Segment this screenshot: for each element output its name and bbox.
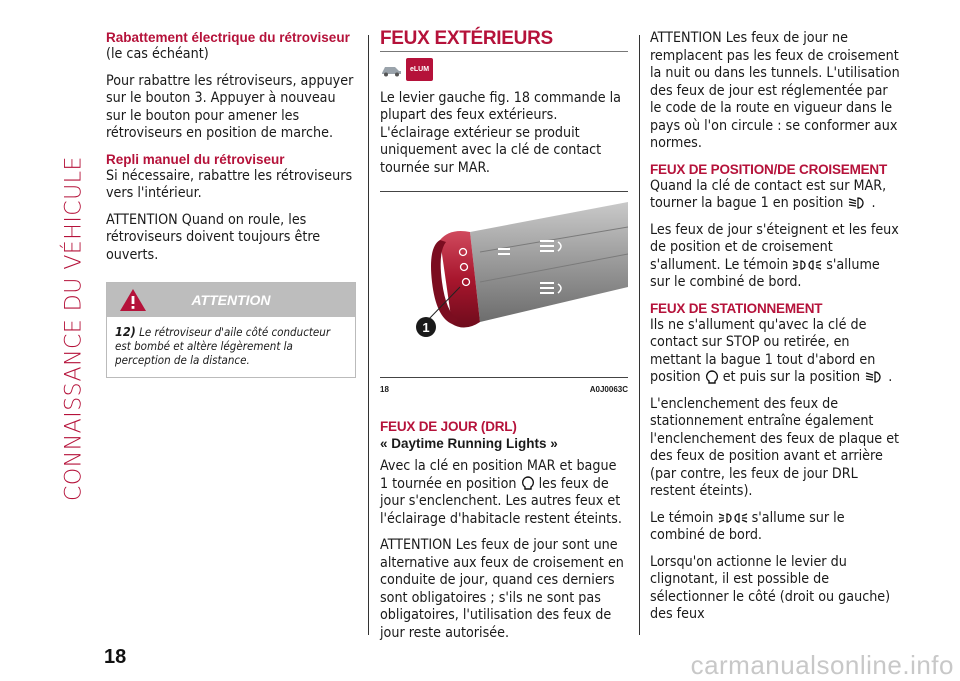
bulb-icon — [705, 370, 719, 385]
light-stalk-illustration — [380, 192, 628, 377]
parking-text-a: Ils ne s'allument qu'avec la clé de contact sur STOP ou retirée, en mettant la bague 1 tout d'abord en position — [650, 316, 876, 385]
paragraph-drl-not-replace: ATTENTION Les feux de jour ne remplacent pas les feux de croisement la nuit ou dans les tunnels. L'utilisation des feux de jour est réglementée par le code de la route en vigueur dans le pays où l'on circule : se conformer aux normes. — [650, 30, 900, 151]
feature-icons — [380, 58, 628, 82]
figure-code: A0J0063C — [589, 385, 628, 394]
heading-position-dipped-beam: FEUX DE POSITION/DE CROISEMENT — [650, 161, 888, 177]
pos-text-a: Quand la clé de contact est sur MAR, tourner la bague 1 en position — [650, 177, 887, 211]
column-2 — [380, 30, 628, 651]
warning-body — [107, 317, 355, 377]
dipped-beam-icon — [864, 370, 884, 384]
subheading-daytime-running-lights: « Daytime Running Lights » — [380, 435, 558, 451]
pos-text-b: . — [871, 195, 876, 211]
paragraph-parking-indicator — [650, 510, 900, 545]
column-1 — [106, 30, 356, 378]
warning-number: 12) — [115, 324, 136, 339]
site-watermark: carmanualsonline.info — [690, 650, 954, 680]
indicator-text-b: s'allume sur le combiné de bord. — [650, 256, 880, 290]
heading-parking-lights: FEUX DE STATIONNEMENT — [650, 300, 823, 316]
paragraph-turn-signal: Lorsqu'on actionne le levier du clignotant, il est possible de sélectionner le côté (droit ou gauche) des feux — [650, 553, 891, 622]
drl-text-b: les feux de jour s'enclenchent. Les autres feux et l'éclairage d'habitacle restent éteints. — [380, 475, 622, 527]
parking-text-b: et puis sur la position — [722, 369, 861, 385]
paragraph-left-stalk: Le levier gauche fig. 18 commande la plupart des feux extérieurs. L'éclairage extérieur se produit uniquement avec la clé de contact tournée sur MAR. — [380, 89, 621, 176]
parking-indicator-text-b: s'allume sur le combiné de bord. — [650, 509, 845, 543]
drl-text-a: Avec la clé en position MAR et bague 1 tournée en position — [380, 458, 617, 492]
paragraph-drl-attention: ATTENTION Les feux de jour sont une alternative aux feux de croisement en conduite de jour, quand ces derniers sont obligatoires ; s'ils ne sont pas obligatoires, l'utilisation des feux de jour reste autorisée. — [380, 537, 624, 641]
column-divider-2 — [639, 35, 640, 635]
paragraph-fold-inward: Si nécessaire, rabattre les rétroviseurs vers l'intérieur. — [106, 167, 353, 201]
position-lights-icon — [792, 258, 822, 272]
paragraph-position-indicator — [650, 222, 900, 292]
section-title-text: CONNAISSANCE DU VÉHICULE — [61, 156, 87, 501]
warning-text: Le rétroviseur d'aile côté conducteur est bombé et altère légèrement la perception de la distance. — [115, 325, 331, 367]
bulb-icon — [521, 476, 535, 491]
warning-box — [106, 282, 356, 378]
figure-caption — [380, 381, 628, 399]
paragraph-fold-mirrors: Pour rabattre les rétroviseurs, appuyer sur le bouton 3. Appuyer à nouveau sur le bouton pour amener les rétroviseurs en position de marche. — [106, 72, 354, 141]
dipped-beam-icon — [847, 196, 867, 210]
heading-electric-mirror-fold: Rabattement électrique du rétroviseur — [106, 30, 350, 45]
warning-label: ATTENTION — [191, 292, 271, 308]
column-divider-1 — [368, 35, 369, 635]
heading-manual-mirror-fold: Repli manuel du rétroviseur — [106, 151, 285, 167]
paragraph-drl-activation — [380, 458, 628, 528]
sidebar-section-title — [52, 20, 92, 640]
car-headlight-icon — [380, 63, 402, 77]
indicator-text-a: Les feux de jour s'éteignent et les feux de position et de croisement s'allument. Le témoin — [650, 221, 899, 273]
paragraph-position-activation — [650, 178, 900, 213]
paragraph-mirror-attention: ATTENTION Quand on roule, les rétroviseurs doivent toujours être ouverts. — [106, 211, 321, 263]
paragraph-parking-activation — [650, 317, 900, 387]
parking-indicator-text-a: Le témoin — [650, 509, 714, 526]
warning-header — [107, 283, 355, 317]
heading-drl: FEUX DE JOUR (DRL) — [380, 418, 517, 434]
figure-number: 18 — [380, 385, 389, 394]
paragraph-parking-effects: L'enclenchement des feux de stationnement entraîne également l'enclenchement des feux de plaque et des feux de position avant et arrière (par contre, les feux de jour DRL restent éteints). — [650, 395, 900, 499]
elum-badge: eLUM — [406, 58, 433, 82]
page-number: 18 — [104, 646, 127, 668]
figure-light-stalk — [380, 191, 628, 378]
section-title-exterior-lights: FEUX EXTÉRIEURS — [380, 30, 628, 52]
parking-text-c: . — [888, 369, 893, 385]
callout-number-1: 1 — [422, 320, 430, 335]
note-if-equipped: (le cas échéant) — [106, 46, 209, 62]
column-3 — [650, 30, 900, 633]
position-lights-icon — [718, 511, 748, 525]
